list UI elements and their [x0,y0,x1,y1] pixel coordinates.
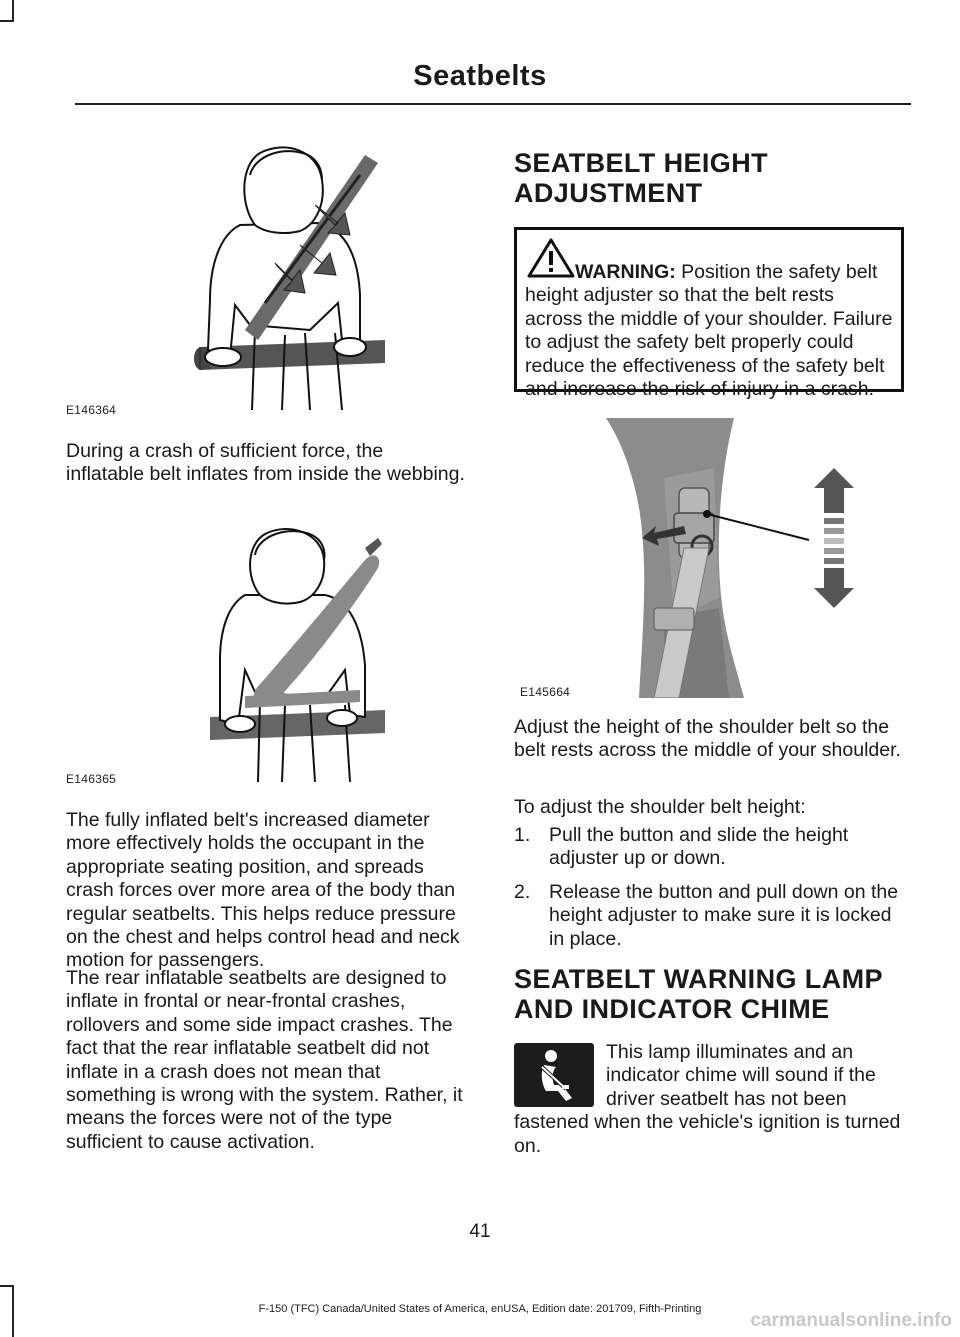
figure-child-belt-inflating [60,135,460,425]
list-item [514,824,909,871]
figure-2-code: E146365 [66,772,117,786]
section-heading-height-adjustment-line1: SEATBELT HEIGHT [514,148,768,178]
step-text: Release the button and pull down on the height adjuster to make sure it is locked in place. [549,880,899,950]
icon-float-spacer [514,1041,606,1111]
list-item [514,881,909,951]
page-footer: F-150 (TFC) Canada/United States of America, enUSA, Edition date: 201709, Fifth-Printing [258,1303,702,1315]
section-heading-warning-lamp-line1: SEATBELT WARNING LAMP [514,964,883,994]
warning-box [514,227,904,401]
adjust-steps-list [514,824,909,961]
step-text: Pull the button and slide the height adjuster up or down. [549,824,849,870]
left-para-2: The fully inflated belt's increased diameter more effectively holds the occupant in the appropriate seating position, and spreads crash forces over more area of the body than regular seatbelts. This helps reduce pressure on the chest and helps control head and neck motion for passengers. [66,809,460,972]
height-adjuster-illustration [514,418,904,698]
page-number: 41 [469,1221,491,1242]
right-para-2: To adjust the shoulder belt height: [514,796,806,818]
header-rule [75,103,911,105]
right-para-1: Adjust the height of the shoulder belt so the belt rests across the middle of your shoulder. [514,716,901,762]
figure-1-code: E146364 [66,403,117,417]
warning-body: Position the safety belt height adjuster so that the belt rests across the middle of your shoulder. Failure to adjust the safety belt properly could reduce the effectiveness of the safety belt and increase the risk of injury in a crash. [525,261,893,401]
crop-mark-bottom-left-h [0,1285,14,1287]
figure-height-adjuster [514,418,904,698]
step-number: 2. [514,880,531,903]
step-number: 1. [514,824,531,846]
figure-3-code: E145664 [520,685,571,699]
left-para-3: The rear inflatable seatbelts are designed to inflate in frontal or near-frontal crashes, rollovers and some side impact crashes. The fact that the rear inflatable seatbelt did not inflate in a crash does not mean that something is wrong with the system. Rather, it means the forces were not of the type sufficient to cause activation. [66,967,463,1153]
crop-mark-top-left-h [0,20,14,22]
child-belt-inflated-illustration [60,520,460,790]
warning-label: WARNING: [575,261,676,283]
page-title: Seatbelts [413,60,547,92]
left-para-1: During a crash of sufficient force, the inflatable belt inflates from inside the webbing. [66,440,465,486]
crop-mark-top-left [12,0,14,22]
section-heading-warning-lamp-line2: AND INDICATOR CHIME [514,994,830,1024]
warning-text [525,261,895,401]
child-belt-inflating-illustration [60,135,460,425]
chime-text [514,1041,909,1158]
chime-text-content: This lamp illuminates and an indicator chime will sound if the driver seatbelt has not been fastened when the vehicle's ignition is turned on. [514,1041,901,1157]
watermark: carmanualsonline.info [750,1310,952,1331]
figure-child-belt-inflated [60,520,460,790]
section-heading-height-adjustment-line2: ADJUSTMENT [514,178,703,208]
